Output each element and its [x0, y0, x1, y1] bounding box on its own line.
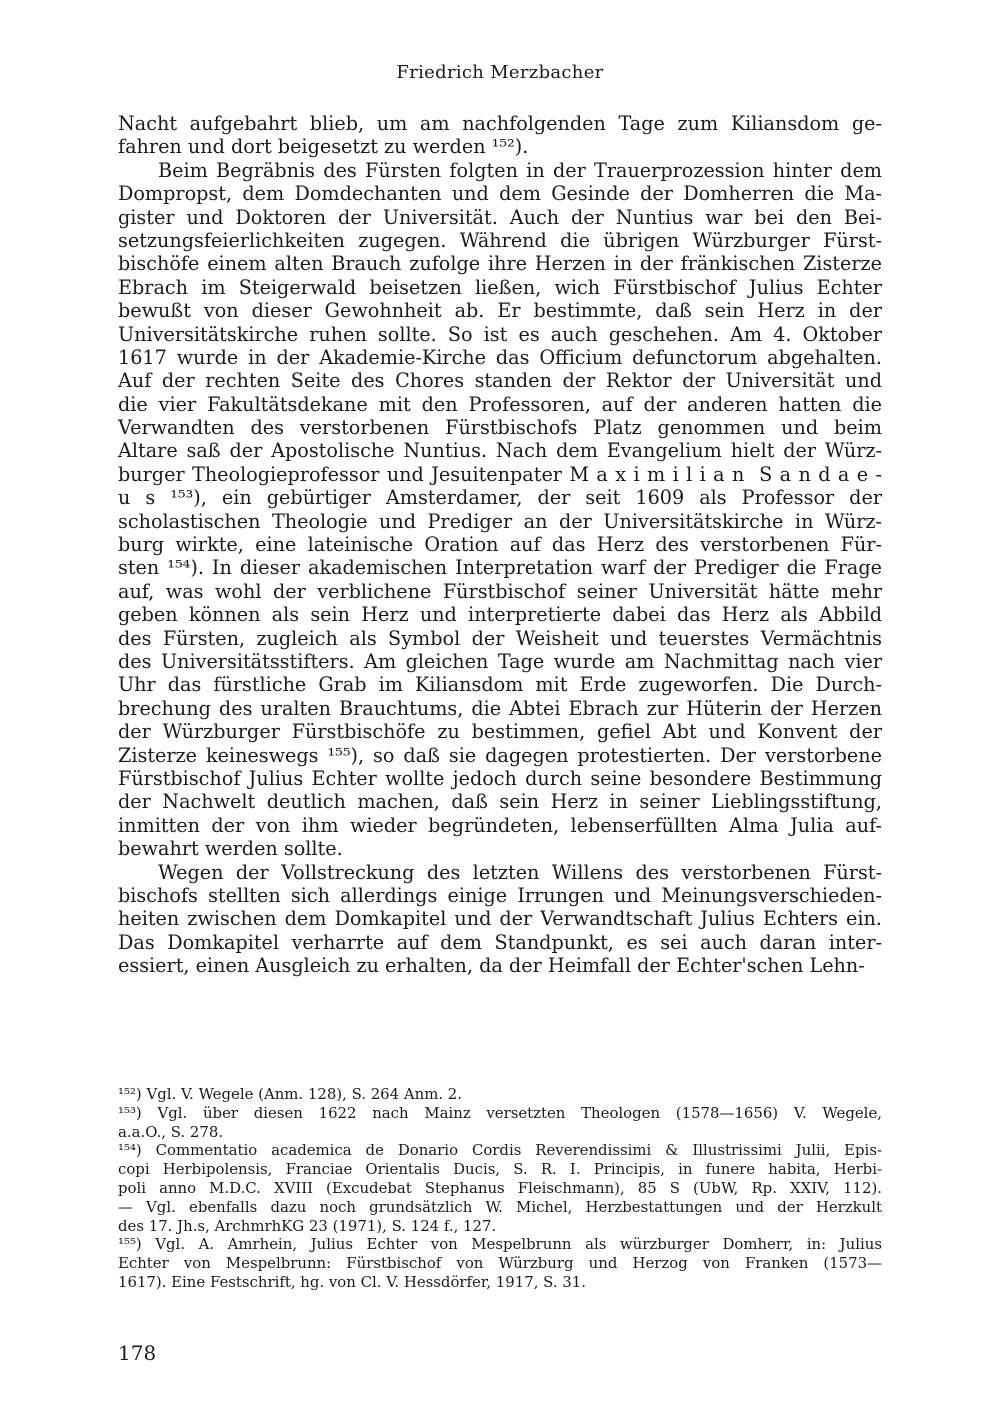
body-line: 1617 wurde in der Akademie-Kirche das Officium defunctorum abgehalten.: [118, 345, 882, 369]
body-line: Ebrach im Steigerwald beisetzen ließen, wich Fürstbischof Julius Echter: [118, 275, 882, 299]
footnote-line: poli anno M.D.C. XVIII (Excudebat Stephanus Fleischmann), 85 S (UbW, Rp. XXIV, 112).: [118, 1178, 882, 1197]
body-line: Beim Begräbnis des Fürsten folgten in der Trauerprozession hinter dem: [158, 158, 882, 182]
body-line: Fürstbischof Julius Echter wollte jedoch durch seine besondere Bestimmung: [118, 766, 882, 790]
footnote-line: copi Herbipolensis, Franciae Orientalis Ducis, S. R. I. Principis, in funere habita, Herbi-: [118, 1160, 882, 1179]
footnote-line: 1617). Eine Festschrift, hg. von Cl. V. Hessdörfer, 1917, S. 31.: [118, 1272, 586, 1291]
body-line: der Nachwelt deutlich machen, daß sein Herz in seiner Lieblingsstiftung,: [118, 790, 882, 814]
footnote-line: ¹⁵⁵) Vgl. A. Amrhein, Julius Echter von Mespelbrunn als würzburger Domherr, in: Julius: [118, 1235, 882, 1254]
footnote-line: des 17. Jh.s, ArchmrhKG 23 (1971), S. 124 f., 127.: [118, 1216, 497, 1235]
body-line: brechung des uralten Brauchtums, die Abtei Ebrach zur Hüterin der Herzen: [118, 696, 882, 720]
body-line: Zisterze keineswegs ¹⁵⁵), so daß sie dagegen protestierten. Der verstorbene: [118, 743, 882, 767]
footnote-line: Echter von Mespelbrunn: Fürstbischof von Würzburg und Herzog von Franken (1573—: [118, 1254, 882, 1273]
body-line: Nacht aufgebahrt blieb, um am nachfolgenden Tage zum Kiliansdom ge-: [118, 112, 882, 135]
body-line: Altare saß der Apostolische Nuntius. Nach dem Evangelium hielt der Würz-: [118, 439, 882, 463]
body-line: bewahrt werden sollte.: [118, 837, 343, 861]
body-line: auf, was wohl der verblichene Fürstbischof seiner Universität hätte mehr: [118, 579, 882, 603]
body-line: sten ¹⁵⁴). In dieser akademischen Interpretation warf der Prediger die Frage: [118, 556, 882, 580]
footnote-line: a.a.O., S. 278.: [118, 1122, 224, 1141]
body-line: setzungsfeierlichkeiten zugegen. Während die übrigen Würzburger Fürst-: [118, 228, 882, 252]
running-head: Friedrich Merzbacher: [396, 62, 604, 83]
footnotes: [118, 1085, 882, 1292]
body-line: gister und Doktoren der Universität. Auch der Nuntius war bei den Bei-: [118, 205, 882, 229]
body-line: burg wirkte, eine lateinische Oration auf das Herz des verstorbenen Für-: [118, 533, 882, 557]
body-line: des Universitätsstifters. Am gleichen Tage wurde am Nachmittag nach vier: [118, 649, 882, 673]
body-line: Auf der rechten Seite des Chores standen der Rektor der Universität und: [118, 369, 882, 393]
body-line: inmitten der von ihm wieder begründeten, lebenserfüllten Alma Julia auf-: [118, 813, 882, 837]
body-line: Wegen der Vollstreckung des letzten Willens des verstorbenen Fürst-: [158, 860, 882, 884]
body-line: der Würzburger Fürstbischöfe zu bestimmen, gefiel Abt und Konvent der: [118, 720, 882, 744]
body-line: bewußt von dieser Gewohnheit ab. Er bestimmte, daß sein Herz in der: [118, 299, 882, 323]
body-line: die vier Fakultätsdekane mit den Professoren, auf der anderen hatten die: [118, 392, 882, 416]
footnote-line: — Vgl. ebenfalls dazu noch grundsätzlich W. Michel, Herzbestattungen und der Herzkult: [118, 1197, 882, 1216]
body-line: des Fürsten, zugleich als Symbol der Weisheit und teuerstes Vermächtnis: [118, 626, 882, 650]
body-line: scholastischen Theologie und Prediger an der Universitätskirche in Würz-: [118, 509, 882, 533]
footnote-line: ¹⁵⁴) Commentatio academica de Donario Cordis Reverendissimi & Illustrissimi Julii, Epis-: [118, 1141, 882, 1160]
body-line: Universitätskirche ruhen sollte. So ist es auch geschehen. Am 4. Oktober: [118, 322, 882, 346]
page-number: 178: [118, 1341, 157, 1365]
body-line: essiert, einen Ausgleich zu erhalten, da der Heimfall der Echter'schen Lehn-: [118, 954, 865, 978]
body-line: bischöfe einem alten Brauch zufolge ihre Herzen in der fränkischen Zisterze: [118, 252, 882, 276]
footnote-line: ¹⁵²) Vgl. V. Wegele (Anm. 128), S. 264 Anm. 2.: [118, 1085, 463, 1103]
body-line: bischofs stellten sich allerdings einige Irrungen und Meinungsverschieden-: [118, 883, 882, 907]
body-line: heiten zwischen dem Domkapitel und der Verwandtschaft Julius Echters ein.: [118, 907, 882, 931]
body-line: Uhr das fürstliche Grab im Kiliansdom mit Erde zugeworfen. Die Durch-: [118, 673, 882, 697]
body-line: u s ¹⁵³), ein gebürtiger Amsterdamer, der seit 1609 als Professor der: [118, 486, 882, 510]
body-line: Dompropst, dem Domdechanten und dem Gesinde der Domherren die Ma-: [118, 182, 882, 206]
body-line: burger Theologieprofessor und Jesuitenpater M a x i m i l i a n S a n d a e -: [118, 462, 882, 486]
body-line: Verwandten des verstorbenen Fürstbischofs Platz genommen und beim: [118, 416, 882, 440]
body-line: Das Domkapitel verharrte auf dem Standpunkt, es sei auch daran inter-: [118, 930, 882, 954]
body-line: geben können als sein Herz und interpretierte dabei das Herz als Abbild: [118, 603, 882, 627]
footnote-line: ¹⁵³) Vgl. über diesen 1622 nach Mainz versetzten Theologen (1578—1656) V. Wegele,: [118, 1103, 882, 1122]
body-line: fahren und dort beigesetzt zu werden ¹⁵²).: [118, 135, 529, 159]
body-text: [118, 112, 882, 977]
